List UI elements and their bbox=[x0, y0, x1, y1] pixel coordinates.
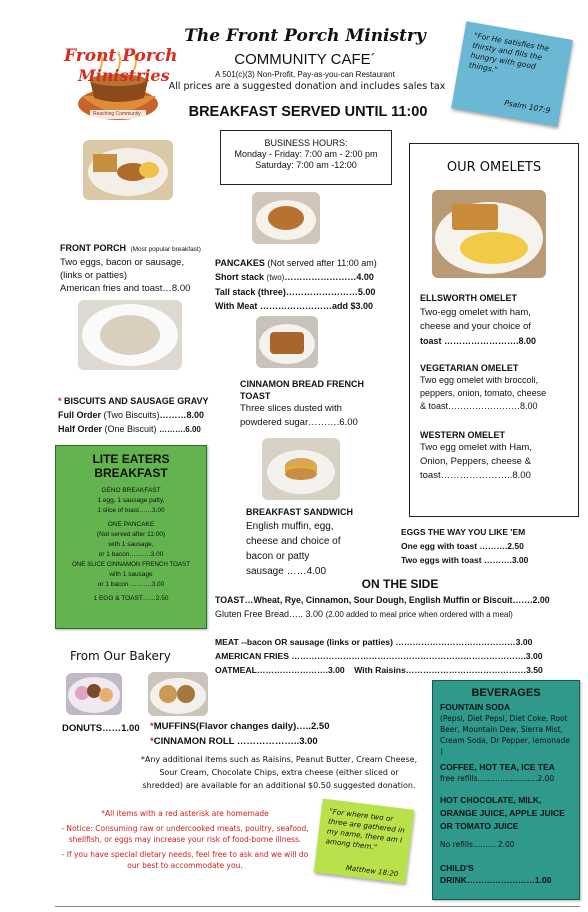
lite-line-3: 1 slice of toast……3.00 bbox=[97, 507, 165, 514]
lite-line-9: with 1 sausage bbox=[109, 571, 153, 578]
verse-bottom-ref: Matthew 18:20 bbox=[345, 864, 399, 879]
vegetarian-line-2: peppers, onion, tomato, cheese bbox=[420, 388, 547, 398]
prices-line: All prices are a suggested donation and includes sales tax bbox=[168, 81, 446, 92]
muffins-item bbox=[150, 721, 330, 732]
gluten-free-price: Gluten Free Bread….. 3.00 bbox=[215, 609, 324, 619]
short-stack: Short stack bbox=[215, 272, 265, 282]
tall-stack: Tall stack (three) bbox=[215, 287, 286, 297]
beverages-title: BEVERAGES bbox=[471, 687, 541, 699]
logo-line-1: Front Porch bbox=[64, 46, 178, 66]
breakfast-banner: BREAKFAST SERVED UNTIL 11:00 bbox=[188, 104, 428, 120]
lite-line-4: ONE PANCAKE bbox=[107, 521, 155, 528]
sandwich-line-3: bacon or patty bbox=[246, 551, 310, 562]
french-toast-title-2: TOAST bbox=[240, 391, 271, 401]
verse-note-bottom bbox=[314, 799, 414, 884]
side-fries: AMERICAN FRIES ……………………………………………………………………….3.00 bbox=[215, 651, 543, 661]
short-stack-note: (two) bbox=[266, 273, 285, 282]
donuts-item: DONUTS……1.00 bbox=[62, 723, 140, 734]
bottom-divider bbox=[55, 906, 580, 907]
french-toast-title-1: CINNAMON BREAD FRENCH bbox=[240, 379, 364, 389]
vegetarian-item bbox=[420, 362, 578, 413]
notice-homemade: *All items with a red asterisk are homemade bbox=[101, 809, 269, 818]
lite-title-2: BREAKFAST bbox=[94, 466, 168, 480]
pancakes-item bbox=[215, 256, 405, 313]
lite-line-5: (Not served after 11:00) bbox=[96, 531, 166, 538]
lite-line-2: 1 egg, 1 sausage patty, bbox=[97, 497, 165, 504]
breakfast-sandwich-image bbox=[262, 438, 340, 500]
cinnamon-roll-name: CINNAMON ROLL ………………..3.00 bbox=[153, 736, 318, 747]
half-order-note: (One Biscuit) bbox=[104, 424, 157, 434]
french-toast-item bbox=[240, 378, 400, 430]
logo bbox=[60, 40, 178, 130]
lite-line-6: with 1 sausage, bbox=[108, 541, 154, 548]
one-egg: One egg with toast ……….2.50 bbox=[401, 541, 524, 551]
western-line-3: toast…………………..8.00 bbox=[420, 470, 531, 481]
ellsworth-line-2: cheese and your choice of bbox=[420, 321, 531, 332]
hot-chocolate-note: No refills……… 2.00 bbox=[440, 840, 515, 849]
coffee-tea-note: free refills……………………2.00 bbox=[440, 774, 555, 783]
lite-title-1: LITE EATERS bbox=[92, 452, 170, 466]
vegetarian-line-3: & toast……………………8.00 bbox=[420, 401, 538, 411]
pancakes-photo bbox=[252, 192, 320, 244]
hours-weekday: Monday - Friday: 7:00 am - 2:00 pm bbox=[234, 149, 378, 159]
muffins-name: MUFFINS bbox=[153, 721, 196, 732]
vegetarian-line-1: Two egg omelet with broccoli, bbox=[420, 375, 539, 385]
front-porch-line-2: (links or patties) bbox=[60, 270, 128, 281]
ellsworth-line-3: toast …………………….8.00 bbox=[420, 336, 537, 346]
biscuits-photo bbox=[78, 300, 182, 370]
omelets-title: OUR OMELETS bbox=[446, 160, 542, 175]
sandwich-line-2: cheese and choice of bbox=[246, 536, 341, 547]
omelet-photo bbox=[432, 190, 546, 278]
front-porch-photo bbox=[83, 140, 173, 200]
side-oatmeal: OATMEAL…………………….3.00 With Raisins……………………………………3.50 bbox=[215, 665, 543, 675]
eggs-item bbox=[401, 525, 581, 567]
full-order-price: ………8.00 bbox=[159, 410, 205, 420]
lite-eaters-box bbox=[55, 445, 207, 629]
french-toast-desc-2: powdered sugar……….6.00 bbox=[240, 417, 358, 428]
sandwich-title: BREAKFAST SANDWICH bbox=[246, 507, 353, 517]
full-order-note: (Two Biscuits) bbox=[103, 410, 160, 420]
with-meat: With Meat bbox=[215, 301, 258, 311]
donuts-photo bbox=[66, 673, 122, 715]
hours-saturday: Saturday: 7:00 am -12:00 bbox=[255, 160, 357, 170]
french-toast-desc-1: Three slices dusted with bbox=[240, 403, 342, 414]
coffee-tea: COFFEE, HOT TEA, ICE TEA bbox=[440, 762, 555, 772]
front-porch-plate-image bbox=[83, 140, 173, 200]
omelet-image bbox=[432, 190, 546, 278]
western-line-2: Onion, Peppers, cheese & bbox=[420, 456, 531, 467]
fountain-soda: FOUNTAIN SODA bbox=[440, 702, 511, 712]
french-toast-image bbox=[256, 316, 318, 368]
hours-title: BUSINESS HOURS: bbox=[264, 138, 348, 148]
lite-line-1: GENO BREAKFAST bbox=[101, 487, 161, 494]
biscuits-item bbox=[58, 394, 228, 437]
lite-line-10: or 1 bacon ……….3.00 bbox=[97, 581, 165, 588]
front-porch-name: FRONT PORCH bbox=[60, 243, 126, 253]
side-meat: MEAT --bacon OR sausage (links or patties) ……………………………………3.00 bbox=[215, 637, 533, 647]
verse-note-top bbox=[451, 21, 573, 126]
vegetarian-name: VEGETARIAN OMELET bbox=[420, 363, 519, 373]
western-name: WESTERN OMELET bbox=[420, 430, 505, 440]
hot-chocolate-juice: HOT CHOCOLATE, MILK, ORANGE JUICE, APPLE JUICE OR TOMATO JUICE bbox=[440, 795, 565, 831]
side-gluten-free bbox=[215, 609, 513, 619]
full-order: Full Order bbox=[58, 410, 102, 420]
logo-sub: Reaching Community bbox=[93, 111, 141, 117]
front-porch-note: (Most popular breakfast) bbox=[130, 246, 201, 253]
with-meat-price: ……………………add $3.00 bbox=[259, 301, 373, 311]
muffins-image bbox=[148, 672, 208, 716]
ministry-title: The Front Porch Ministry bbox=[184, 26, 426, 46]
beverages-box bbox=[432, 680, 580, 900]
side-toast: TOAST…Wheat, Rye, Cinnamon, Sour Dough, English Muffin or Biscuit…….2.00 bbox=[215, 595, 550, 605]
front-porch-item bbox=[60, 238, 220, 295]
sandwich-line-4: sausage ……4.00 bbox=[246, 566, 327, 577]
pancakes-image bbox=[252, 192, 320, 244]
front-porch-line-3: American fries and toast…8.00 bbox=[60, 283, 191, 294]
childs-drink-1: CHILD'S bbox=[440, 863, 474, 873]
western-line-1: Two egg omelet with Ham, bbox=[420, 442, 532, 453]
nonprofit-line: A 501(c)(3) Non-Profit, Pay-as-you-can Restaurant bbox=[215, 70, 395, 79]
sandwich-photo bbox=[262, 438, 340, 500]
tall-stack-price: ……………………5.00 bbox=[285, 287, 376, 297]
additional-items-note: *Any additional items such as Raisins, Peanut Butter, Cream Cheese, Sour Cream, Chocolate Chips, extra cheese (either sliced or shredded) are available for an additional $0.50 suggested donation. bbox=[140, 755, 418, 790]
cinnamon-roll-asterisk: * bbox=[150, 736, 154, 747]
gluten-free-note: (2.00 added to meal price when ordered with a meal) bbox=[325, 610, 513, 619]
notice-dietary: - If you have special dietary needs, feel free to ask and we will do our best to accommodate you. bbox=[61, 850, 309, 870]
verse-bottom-text: "For where two or three are gathered in my name, there am I among them." bbox=[325, 806, 406, 852]
notices bbox=[55, 808, 315, 871]
cafe-title: COMMUNITY CAFE´ bbox=[234, 51, 376, 68]
half-order-price: ……….6.00 bbox=[159, 425, 201, 434]
muffins-asterisk: * bbox=[150, 721, 154, 732]
western-item bbox=[420, 429, 578, 483]
business-hours-box bbox=[220, 130, 392, 185]
biscuits-gravy-image bbox=[78, 300, 182, 370]
two-eggs: Two eggs with toast ……….3.00 bbox=[401, 555, 529, 565]
front-porch-line-1: Two eggs, bacon or sausage, bbox=[60, 257, 185, 268]
omelets-box bbox=[409, 143, 579, 517]
notice-raw-food: - Notice: Consuming raw or undercooked meats, poultry, seafood, shellfish, or eggs may increase your risk of food-borne illness. bbox=[61, 824, 309, 844]
ellsworth-name: ELLSWORTH OMELET bbox=[420, 293, 517, 303]
lite-line-11: 1 EGG & TOAST……2.50 bbox=[93, 595, 169, 602]
eggs-title: EGGS THE WAY YOU LIKE 'EM bbox=[401, 527, 526, 537]
verse-top-text: "For He satisfies the thirsty and fills the hungry with good things." bbox=[468, 30, 550, 75]
cinnamon-roll-item bbox=[150, 736, 318, 747]
verse-top-ref: Psalm 107:9 bbox=[503, 98, 551, 116]
lite-line-8: ONE SLICE CINNAMON FRENCH TOAST bbox=[71, 561, 191, 568]
fountain-soda-note: (Pepsi, Diet Pepsi, Diet Coke, Root Beer, Mountain Dew, Sierra Mist, Cream Soda, Dr Pepper, lemonade ) bbox=[440, 714, 570, 756]
bakery-title: From Our Bakery bbox=[70, 649, 171, 663]
pancakes-note: (Not served after 11:00 am) bbox=[267, 258, 377, 268]
donuts-image bbox=[66, 673, 122, 715]
homemade-asterisk: * bbox=[58, 396, 62, 406]
muffins-note: (Flavor changes daily)…..2.50 bbox=[195, 721, 330, 732]
half-order: Half Order bbox=[58, 424, 103, 434]
biscuits-title: BISCUITS AND SAUSAGE GRAVY bbox=[64, 396, 209, 406]
childs-drink-2: DRINK……………………1.00 bbox=[440, 875, 552, 885]
lite-line-7: or 1 bacon……….3.00 bbox=[98, 551, 164, 558]
pancakes-title: PANCAKES bbox=[215, 258, 265, 268]
ellsworth-line-1: Two-egg omelet with ham, bbox=[420, 307, 531, 318]
sandwich-line-1: English muffin, egg, bbox=[246, 521, 334, 532]
muffins-photo bbox=[148, 672, 208, 716]
ellsworth-item bbox=[420, 290, 578, 348]
short-stack-price: ……………………4.00 bbox=[284, 272, 374, 282]
side-title: ON THE SIDE bbox=[361, 577, 439, 591]
logo-line-2: Ministries bbox=[78, 66, 170, 85]
french-toast-photo bbox=[256, 316, 318, 368]
sandwich-item bbox=[246, 506, 396, 579]
